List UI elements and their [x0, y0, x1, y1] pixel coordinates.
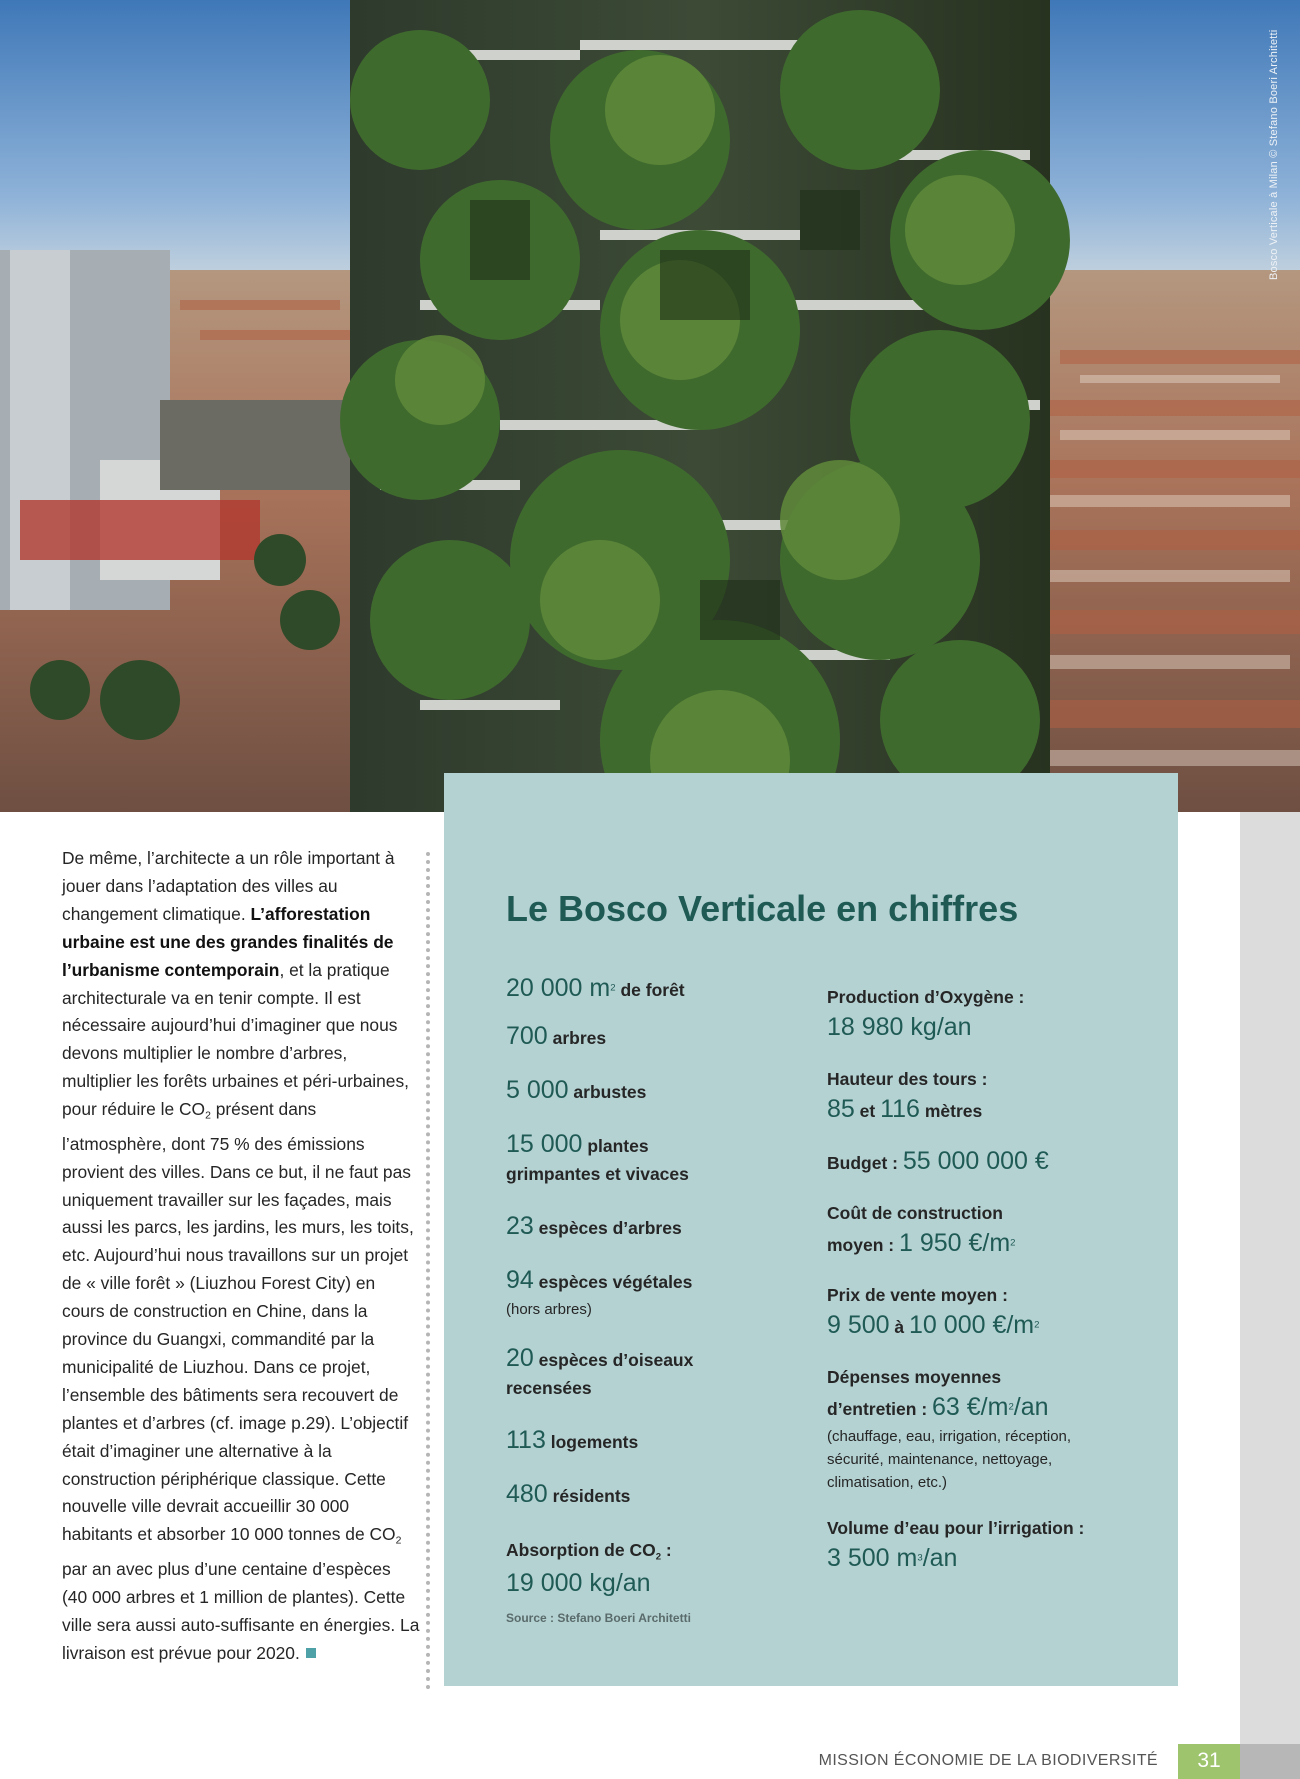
fact-label: Prix de vente moyen : [827, 1285, 1008, 1305]
body-bold-statement: L’afforestation urbaine est une des grandes finalités de l’urbanisme contemporain [62, 903, 394, 980]
fact-value: /an [922, 1544, 958, 1572]
body-paragraph-part: présent dans l’atmosphère, dont 75 % des émissions provient des villes. Dans ce but, il ne faut pas uniquement travailler sur les façades, mais aussi les parcs, les jardins, les murs, les toits, etc. Aujourd’hui nous travaillons sur un projet de « ville forêt » (Liuzhou Forest City) en cours de construction en Chine, dans la province du Guangxi, commandité par la municipalité de Liuzhou. Dans ce projet, l’ensemble des bâtiments sera recouvert de plantes et d’arbres (cf. image p.29). L’objectif était d’imaginer une alternative à la construction périphérique classique. Cette nouvelle ville devrait accueillir 30 000 habitants et absorber 10 000 tonnes de CO [62, 1099, 414, 1545]
fact-label: mètres [919, 1101, 983, 1121]
fact-value: 5 000 [506, 1076, 569, 1104]
fact-label: Coût de construction [827, 1203, 1003, 1223]
fact-label: Dépenses moyennes [827, 1367, 1002, 1387]
body-paragraph-part: par an avec plus d’une centaine d’espèces (40 000 arbres et 1 million de plantes). Cette ville sera aussi auto-suffisante en énergies. La livraison est prévue pour 2020. [62, 1558, 420, 1663]
fact-label: espèces d’arbres [533, 1218, 682, 1238]
fact-label: et [854, 1101, 881, 1121]
fact-label: arbres [547, 1028, 607, 1048]
fact-value: 63 €/m [932, 1393, 1009, 1421]
fact-value: 700 [506, 1022, 548, 1050]
fact-value: 85 [827, 1095, 855, 1123]
fact-value: /an [1013, 1393, 1049, 1421]
fact-label: Hauteur des tours : [827, 1069, 988, 1089]
fact-label: Budget : [827, 1153, 903, 1173]
fact-superscript: 2 [1034, 1319, 1040, 1331]
fact-oxygen [827, 983, 1147, 1045]
fact-shrubs [506, 1077, 806, 1107]
fact-value: 55 000 000 € [902, 1147, 1049, 1175]
fact-label: espèces d’oiseaux [533, 1350, 694, 1370]
fact-construction-cost [827, 1199, 1147, 1261]
fact-birds [506, 1345, 806, 1403]
photo-illustration [0, 0, 1300, 812]
body-paragraph-part: De même, l’architecte a un rôle important à jouer dans l’adaptation des villes au changement climatique. [62, 848, 395, 924]
fact-label: à [889, 1317, 910, 1337]
fact-sale-price [827, 1281, 1147, 1343]
fact-label: Production d’Oxygène : [827, 987, 1025, 1007]
fact-value: 19 000 kg/an [506, 1569, 651, 1598]
fact-trees [506, 1023, 806, 1053]
fact-label: de forêt [615, 980, 685, 1000]
fact-housing [506, 1427, 806, 1457]
fact-superscript: 3 [917, 1552, 923, 1564]
page-number: 31 [1197, 1749, 1221, 1772]
fact-water [827, 1514, 1147, 1576]
fact-value: 94 [506, 1266, 534, 1294]
footer-gray-block [1240, 1744, 1300, 1779]
fact-label: arbustes [568, 1082, 647, 1102]
fact-label: Absorption de CO [506, 1540, 656, 1560]
fact-value: 113 [506, 1426, 546, 1454]
fact-maintenance [827, 1363, 1147, 1494]
fact-label: logements [545, 1432, 639, 1452]
fact-label: recensées [506, 1378, 592, 1398]
facts-title: Le Bosco Verticale en chiffres [506, 888, 1019, 929]
fact-value: 10 000 €/m [909, 1311, 1035, 1339]
source-note: Source : Stefano Boeri Architetti [506, 1611, 691, 1625]
body-paragraph-part: , et la pratique architecturale va en tenir compte. Il est nécessaire aujourd’hui d’imaginer que nous devons multiplier le nombre d’arbres, multiplier les forêts urbaines et péri-urbaines, pour réduire le CO [62, 959, 410, 1120]
right-margin-band [1240, 812, 1300, 1744]
fact-label: grimpantes et vivaces [506, 1164, 689, 1184]
fact-value: 9 500 [827, 1311, 890, 1339]
fact-label: : [661, 1540, 672, 1560]
fact-label: espèces végétales [533, 1272, 693, 1292]
end-of-article-square-icon [306, 1648, 316, 1658]
fact-value: 20 000 m [506, 974, 611, 1002]
fact-superscript: 2 [610, 982, 616, 994]
fact-plant-species [506, 1267, 806, 1323]
fact-co2-absorption [506, 1537, 806, 1600]
fact-label: Volume d’eau pour l’irrigation : [827, 1518, 1085, 1538]
fact-value: 1 950 €/m [898, 1229, 1011, 1257]
fact-label: moyen : [827, 1235, 899, 1255]
fact-label: résidents [547, 1486, 631, 1506]
co2-subscript: 2 [395, 1536, 402, 1548]
body-text [62, 845, 420, 1668]
fact-value: 15 000 [506, 1130, 583, 1158]
fact-value: 23 [506, 1212, 534, 1240]
bosco-verticale-photo [0, 0, 1300, 812]
fact-forest [506, 975, 806, 1005]
facts-right-column [827, 983, 1147, 1576]
dotted-divider [426, 852, 430, 1690]
fact-residents [506, 1481, 806, 1511]
fact-value: 3 500 m [827, 1544, 918, 1572]
fact-plants [506, 1131, 806, 1189]
fact-note: (chauffage, eau, irrigation, réception, sécurité, maintenance, nettoyage, climatisation, etc.) [827, 1428, 1072, 1491]
fact-superscript: 2 [1008, 1401, 1014, 1413]
facts-left-column [506, 975, 806, 1600]
footer-publication-label: MISSION ÉCONOMIE DE LA BIODIVERSITÉ [818, 1752, 1158, 1769]
fact-budget [827, 1147, 1147, 1179]
fact-label: d’entretien : [827, 1399, 933, 1419]
photo-credit: Bosco Verticale à Milan © Stefano Boeri Architetti [1268, 29, 1280, 280]
fact-value: 116 [880, 1095, 920, 1123]
fact-value: 20 [506, 1344, 534, 1372]
fact-label: plantes [582, 1136, 649, 1156]
fact-tree-species [506, 1213, 806, 1243]
fact-value: 18 980 kg/an [827, 1013, 972, 1041]
fact-value: 480 [506, 1480, 548, 1508]
co2-subscript: 2 [655, 1551, 662, 1563]
fact-height [827, 1065, 1147, 1127]
fact-superscript: 2 [1010, 1237, 1016, 1249]
fact-note: (hors arbres) [506, 1301, 592, 1318]
co2-subscript: 2 [205, 1110, 211, 1122]
